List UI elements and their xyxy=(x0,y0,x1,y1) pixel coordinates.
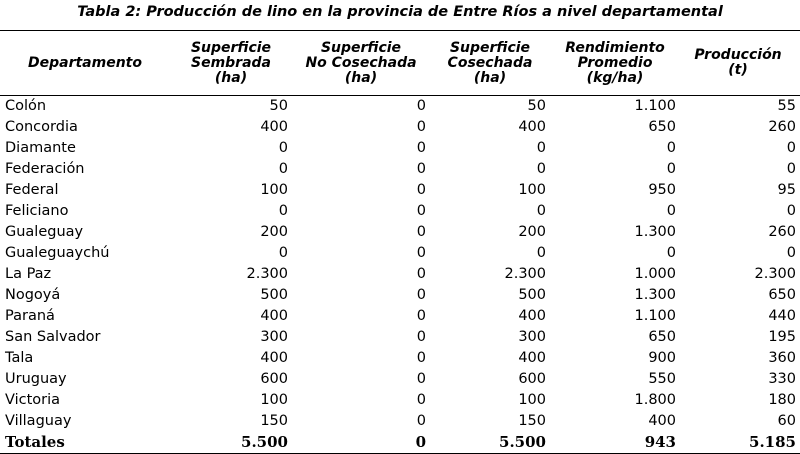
cell-sembrada: 0 xyxy=(278,161,288,177)
cell-no-cosechada: 0 xyxy=(416,266,426,282)
header-departamento: Departamento xyxy=(0,31,170,96)
cell-no-cosechada: 0 xyxy=(416,329,426,345)
table-row xyxy=(0,285,800,306)
cell-departamento: Gualeguay xyxy=(5,224,84,240)
cell-rendimiento: 1.800 xyxy=(634,392,676,408)
cell-cosechada: 400 xyxy=(518,350,546,366)
cell-departamento: Victoria xyxy=(5,392,61,408)
cell-rendimiento: 950 xyxy=(648,182,676,198)
cell-no-cosechada: 0 xyxy=(416,182,426,198)
header-superficie-cosechada: Superficie Cosechada (ha) xyxy=(430,31,550,96)
cell-cosechada: 400 xyxy=(518,119,546,135)
cell-cosechada: 0 xyxy=(536,161,546,177)
cell-departamento: Concordia xyxy=(5,119,78,135)
table-row xyxy=(0,201,800,222)
cell-departamento: Gualeguaychú xyxy=(5,245,110,261)
cell-sembrada: 150 xyxy=(260,413,288,429)
cell-cosechada: 500 xyxy=(518,287,546,303)
table-row xyxy=(0,222,800,243)
cell-cosechada: 0 xyxy=(536,140,546,156)
cell-sembrada: 400 xyxy=(260,350,288,366)
cell-sembrada: 0 xyxy=(278,203,288,219)
cell-sembrada: 200 xyxy=(260,224,288,240)
cell-produccion: 650 xyxy=(768,287,796,303)
cell-rendimiento: 0 xyxy=(666,203,676,219)
table-row xyxy=(0,117,800,138)
cell-rendimiento: 550 xyxy=(648,371,676,387)
cell-sembrada: 0 xyxy=(278,140,288,156)
cell-produccion: 60 xyxy=(777,413,796,429)
cell-sembrada: 300 xyxy=(260,329,288,345)
cell-cosechada: 400 xyxy=(518,308,546,324)
header-superficie-no-cosechada: Superficie No Cosechada (ha) xyxy=(292,31,430,96)
cell-sembrada: 400 xyxy=(260,119,288,135)
cell-no-cosechada: 0 xyxy=(416,224,426,240)
cell-rendimiento: 0 xyxy=(666,140,676,156)
cell-sembrada: 100 xyxy=(260,182,288,198)
table-row xyxy=(0,264,800,285)
table-row xyxy=(0,180,800,201)
cell-departamento: Nogoyá xyxy=(5,287,61,303)
cell-no-cosechada: 0 xyxy=(416,245,426,261)
cell-departamento: Federal xyxy=(5,182,59,198)
cell-produccion: 260 xyxy=(768,119,796,135)
cell-rendimiento: 400 xyxy=(648,413,676,429)
cell-produccion: 180 xyxy=(768,392,796,408)
cell-produccion: 360 xyxy=(768,350,796,366)
cell-cosechada: 2.300 xyxy=(504,266,546,282)
cell-produccion: 0 xyxy=(786,203,796,219)
table-row xyxy=(0,390,800,411)
cell-produccion: 95 xyxy=(777,182,796,198)
cell-rendimiento: 900 xyxy=(648,350,676,366)
cell-rendimiento: 650 xyxy=(648,329,676,345)
production-table xyxy=(0,30,800,454)
table-row xyxy=(0,348,800,369)
header-superficie-sembrada: Superficie Sembrada (ha) xyxy=(170,31,292,96)
cell-no-cosechada: 0 xyxy=(416,140,426,156)
cell-rendimiento: 1.300 xyxy=(634,224,676,240)
table-row xyxy=(0,96,800,118)
cell-no-cosechada: 0 xyxy=(416,350,426,366)
cell-produccion: 55 xyxy=(777,98,796,114)
cell-no-cosechada: 0 xyxy=(416,392,426,408)
cell-no-cosechada: 0 xyxy=(416,413,426,429)
cell-departamento: Feliciano xyxy=(5,203,69,219)
cell-produccion: 0 xyxy=(786,140,796,156)
cell-sembrada: 100 xyxy=(260,392,288,408)
cell-cosechada: 50 xyxy=(527,98,546,114)
table-row xyxy=(0,159,800,180)
table-row xyxy=(0,327,800,348)
cell-departamento: La Paz xyxy=(5,266,52,282)
cell-departamento: Diamante xyxy=(5,140,76,156)
header-produccion: Producción (t) xyxy=(680,31,800,96)
cell-produccion: 0 xyxy=(786,161,796,177)
totals-produccion: 5.185 xyxy=(680,432,800,454)
totals-row xyxy=(0,432,800,454)
cell-rendimiento: 1.300 xyxy=(634,287,676,303)
cell-produccion: 440 xyxy=(768,308,796,324)
header-rendimiento-promedio: Rendimiento Promedio (kg/ha) xyxy=(550,31,680,96)
cell-produccion: 330 xyxy=(768,371,796,387)
cell-rendimiento: 1.000 xyxy=(634,266,676,282)
cell-produccion: 195 xyxy=(768,329,796,345)
cell-cosechada: 100 xyxy=(518,182,546,198)
cell-rendimiento: 650 xyxy=(648,119,676,135)
totals-cosechada: 5.500 xyxy=(430,432,550,454)
cell-sembrada: 500 xyxy=(260,287,288,303)
table-row xyxy=(0,306,800,327)
table-body xyxy=(0,96,800,454)
cell-departamento: San Salvador xyxy=(5,329,101,345)
cell-sembrada: 2.300 xyxy=(246,266,288,282)
cell-no-cosechada: 0 xyxy=(416,287,426,303)
cell-cosechada: 300 xyxy=(518,329,546,345)
cell-cosechada: 0 xyxy=(536,203,546,219)
cell-departamento: Uruguay xyxy=(5,371,67,387)
cell-departamento: Colón xyxy=(5,98,47,114)
cell-sembrada: 0 xyxy=(278,245,288,261)
cell-sembrada: 50 xyxy=(269,98,288,114)
cell-no-cosechada: 0 xyxy=(416,161,426,177)
cell-rendimiento: 0 xyxy=(666,161,676,177)
table-row xyxy=(0,138,800,159)
cell-no-cosechada: 0 xyxy=(416,119,426,135)
totals-sembrada: 5.500 xyxy=(170,432,292,454)
cell-cosechada: 100 xyxy=(518,392,546,408)
totals-no-cosechada: 0 xyxy=(292,432,430,454)
cell-no-cosechada: 0 xyxy=(416,98,426,114)
totals-label: Totales xyxy=(0,432,170,454)
cell-produccion: 0 xyxy=(786,245,796,261)
cell-cosechada: 600 xyxy=(518,371,546,387)
cell-departamento: Paraná xyxy=(5,308,55,324)
cell-sembrada: 400 xyxy=(260,308,288,324)
table-row xyxy=(0,243,800,264)
table-row xyxy=(0,369,800,390)
cell-departamento: Tala xyxy=(5,350,34,366)
cell-produccion: 260 xyxy=(768,224,796,240)
cell-rendimiento: 0 xyxy=(666,245,676,261)
cell-no-cosechada: 0 xyxy=(416,308,426,324)
cell-sembrada: 600 xyxy=(260,371,288,387)
cell-rendimiento: 1.100 xyxy=(634,308,676,324)
cell-cosechada: 200 xyxy=(518,224,546,240)
cell-rendimiento: 1.100 xyxy=(634,98,676,114)
cell-cosechada: 0 xyxy=(536,245,546,261)
cell-no-cosechada: 0 xyxy=(416,371,426,387)
cell-produccion: 2.300 xyxy=(754,266,796,282)
cell-cosechada: 150 xyxy=(518,413,546,429)
header-row xyxy=(0,31,800,96)
cell-departamento: Federación xyxy=(5,161,85,177)
table-caption: Tabla 2: Producción de lino en la provincia de Entre Ríos a nivel departamental xyxy=(77,4,723,20)
table-row xyxy=(0,411,800,432)
cell-departamento: Villaguay xyxy=(5,413,72,429)
cell-no-cosechada: 0 xyxy=(416,203,426,219)
totals-rendimiento: 943 xyxy=(550,432,680,454)
